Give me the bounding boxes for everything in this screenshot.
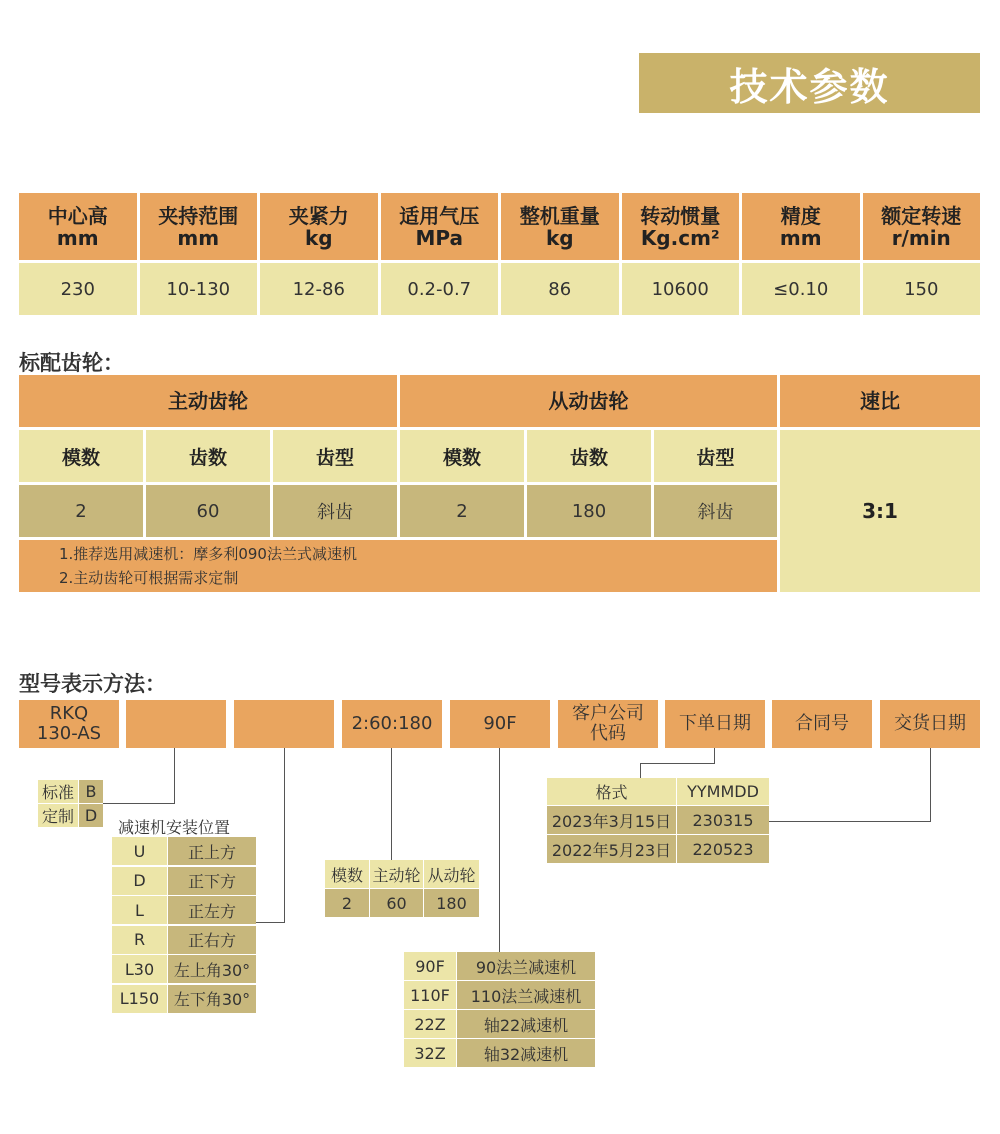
date-format-value xyxy=(677,778,769,805)
model-box xyxy=(19,700,119,748)
spec-header xyxy=(19,193,137,260)
connector-line xyxy=(769,821,931,822)
spec-header xyxy=(742,193,860,260)
spec-value xyxy=(742,263,860,315)
model-box-text: 下单日期 xyxy=(679,713,751,734)
connector-line xyxy=(391,748,392,860)
spec-value xyxy=(863,263,981,315)
spec-value xyxy=(19,263,137,315)
reducer-type-desc xyxy=(457,1039,595,1067)
date-code-text: 230315 xyxy=(692,810,754,830)
reducer-position-code-text: R xyxy=(133,930,146,949)
spec-header-text: 额定转速 xyxy=(881,203,962,228)
driven-gear-header xyxy=(400,375,777,427)
spec-value-text: 230 xyxy=(60,278,95,300)
connector-line xyxy=(103,803,175,804)
gear-value-text: 斜齿 xyxy=(697,502,734,523)
spec-header-text: 中心高 xyxy=(47,203,108,228)
reducer-position-code xyxy=(112,896,167,924)
ratio-table-value xyxy=(370,889,423,917)
connector-line xyxy=(284,748,285,923)
spec-value xyxy=(381,263,499,315)
date-example xyxy=(547,806,676,834)
reducer-position-code xyxy=(112,926,167,954)
gear-section-label: 标配齿轮： xyxy=(19,351,124,375)
gear-value xyxy=(146,485,270,537)
spec-value-text: 12-86 xyxy=(292,278,345,300)
model-box-text: 代码 xyxy=(590,723,626,744)
model-box-text: 合同号 xyxy=(795,713,849,734)
reducer-position-desc xyxy=(168,926,256,954)
spec-header-text: 夹紧力 xyxy=(288,203,349,228)
spec-header xyxy=(501,193,619,260)
gear-value xyxy=(654,485,777,537)
reducer-position-code xyxy=(112,955,167,983)
standard-label xyxy=(38,780,78,803)
reducer-position-desc xyxy=(168,896,256,924)
reducer-type-code-text: 32Z xyxy=(414,1043,446,1063)
ratio-value xyxy=(780,430,980,592)
gear-subheader xyxy=(19,430,143,482)
reducer-position-desc xyxy=(168,985,256,1013)
gear-subheader-text: 齿型 xyxy=(315,446,354,469)
gear-notes xyxy=(19,540,777,592)
ratio-table-header-text: 主动轮 xyxy=(372,865,421,885)
model-box xyxy=(126,700,226,748)
reducer-type-code-text: 110F xyxy=(410,985,450,1005)
date-example-text: 2022年5月23日 xyxy=(551,840,672,860)
gear-subheader xyxy=(273,430,397,482)
reducer-position-desc-text: 左上角30° xyxy=(173,960,251,980)
reducer-position-desc-text: 正左方 xyxy=(187,901,236,921)
model-box xyxy=(342,700,442,748)
gear-subheader xyxy=(146,430,270,482)
spec-value-text: 150 xyxy=(904,278,939,300)
reducer-type-desc-text: 110法兰减速机 xyxy=(470,986,582,1006)
reducer-type-desc-text: 轴32减速机 xyxy=(483,1044,569,1064)
gear-subheader-text: 模数 xyxy=(442,446,481,469)
reducer-position-code xyxy=(112,985,167,1013)
spec-header-text: mm xyxy=(177,225,220,250)
spec-value-text: ≤0.10 xyxy=(773,278,829,300)
model-box xyxy=(234,700,334,748)
gear-value xyxy=(273,485,397,537)
ratio-value-text: 3:1 xyxy=(862,499,898,523)
reducer-position-code-text: U xyxy=(133,841,146,861)
date-format-header-text: 格式 xyxy=(595,783,628,802)
reducer-type-code xyxy=(404,981,456,1009)
reducer-position-code-text: L30 xyxy=(124,959,155,979)
model-box xyxy=(558,700,658,748)
reducer-type-code xyxy=(404,1039,456,1067)
gear-value-text: 180 xyxy=(571,500,607,522)
standard-code xyxy=(79,780,103,803)
connector-line xyxy=(640,763,641,778)
gear-value-text: 2 xyxy=(75,500,87,522)
ratio-table-value xyxy=(424,889,479,917)
gear-subheader xyxy=(400,430,524,482)
drive-gear-header xyxy=(19,375,397,427)
gear-value-text: 60 xyxy=(196,500,220,522)
driven-gear-header-text: 从动齿轮 xyxy=(548,389,629,413)
ratio-table-header-text: 从动轮 xyxy=(427,865,476,885)
spec-header-text: MPa xyxy=(415,225,464,250)
reducer-type-desc-text: 轴22减速机 xyxy=(483,1015,569,1035)
gear-subheader xyxy=(527,430,651,482)
spec-header-text: r/min xyxy=(891,225,951,250)
model-box xyxy=(772,700,872,748)
spec-value xyxy=(140,263,258,315)
ratio-header-text: 速比 xyxy=(860,389,900,413)
ratio-table-value-text: 180 xyxy=(436,893,467,913)
spec-header-text: mm xyxy=(779,225,822,250)
standard-label xyxy=(38,804,78,827)
ratio-table-header-text: 模数 xyxy=(330,865,363,885)
reducer-type-desc xyxy=(457,1010,595,1038)
standard-code-text: B xyxy=(85,782,97,801)
gear-value xyxy=(19,485,143,537)
spec-value xyxy=(260,263,378,315)
date-format-value-text: YYMMDD xyxy=(687,782,759,801)
spec-header-text: kg xyxy=(304,225,333,250)
spec-header-text: 整机重量 xyxy=(519,203,600,228)
ratio-table-value-text: 2 xyxy=(341,893,353,913)
spec-header-text: kg xyxy=(545,225,574,250)
reducer-position-code-text: L xyxy=(135,900,144,920)
connector-line xyxy=(174,748,175,804)
date-format-header xyxy=(547,778,676,805)
reducer-position-desc-text: 左下角30° xyxy=(173,990,251,1009)
date-code-text: 220523 xyxy=(692,839,754,859)
model-box-text: 130-AS xyxy=(36,723,102,744)
spec-header-text: 转动惯量 xyxy=(640,203,721,228)
standard-code-text: D xyxy=(84,806,98,825)
gear-value-text: 2 xyxy=(456,500,468,522)
connector-line xyxy=(930,748,931,822)
date-code xyxy=(677,835,769,863)
spec-header xyxy=(381,193,499,260)
spec-value-text: 0.2-0.7 xyxy=(407,278,472,300)
ratio-table-value-text: 60 xyxy=(386,893,407,913)
reducer-type-desc xyxy=(457,952,595,980)
gear-value xyxy=(400,485,524,537)
date-code xyxy=(677,806,769,834)
model-box-text: 交货日期 xyxy=(894,713,966,734)
reducer-position-desc xyxy=(168,837,256,865)
page-title: 技术参数 xyxy=(639,53,980,113)
connector-line xyxy=(256,922,284,923)
reducer-position-desc xyxy=(168,955,256,983)
ratio-table-value xyxy=(325,889,369,917)
standard-label-text: 标准 xyxy=(41,783,74,802)
spec-header-text: Kg.cm² xyxy=(640,225,720,250)
model-box-text: 客户公司 xyxy=(572,703,644,724)
reducer-position-code xyxy=(112,867,167,895)
model-section-label: 型号表示方法： xyxy=(19,672,166,696)
gear-subheader-text: 齿型 xyxy=(696,446,735,469)
connector-line xyxy=(714,748,715,764)
spec-value-text: 10600 xyxy=(651,278,709,300)
gear-subheader-text: 齿数 xyxy=(188,446,227,469)
reducer-position-code-text: L150 xyxy=(119,989,160,1008)
reducer-type-code xyxy=(404,1010,456,1038)
reducer-type-desc-text: 90法兰减速机 xyxy=(475,957,577,977)
ratio-table-header xyxy=(370,860,423,888)
drive-gear-header-text: 主动齿轮 xyxy=(168,389,248,413)
model-box xyxy=(880,700,980,748)
spec-header-text: 适用气压 xyxy=(399,203,480,228)
standard-label-text: 定制 xyxy=(41,807,74,826)
reducer-position-desc-text: 正下方 xyxy=(187,872,236,891)
connector-line xyxy=(640,763,715,764)
reducer-position-desc xyxy=(168,867,256,895)
spec-header-text: 精度 xyxy=(780,203,821,228)
spec-value xyxy=(622,263,740,315)
model-box xyxy=(450,700,550,748)
model-box-text: 2:60:180 xyxy=(351,713,433,734)
reducer-position-title xyxy=(112,816,257,836)
gear-note: 2.主动齿轮可根据需求定制 xyxy=(59,569,239,587)
spec-value xyxy=(501,263,619,315)
reducer-type-code-text: 90F xyxy=(415,956,445,976)
date-example xyxy=(547,835,676,863)
gear-value-text: 斜齿 xyxy=(317,502,353,523)
model-box xyxy=(665,700,765,748)
model-box-text: RKQ xyxy=(49,703,89,724)
reducer-type-code-text: 22Z xyxy=(414,1014,446,1034)
reducer-type-desc xyxy=(457,981,595,1009)
spec-header xyxy=(863,193,981,260)
connector-line xyxy=(499,748,500,952)
spec-value-text: 10-130 xyxy=(166,278,231,300)
gear-value xyxy=(527,485,651,537)
spec-header xyxy=(622,193,740,260)
spec-header-text: 夹持范围 xyxy=(158,203,239,228)
ratio-table-header xyxy=(424,860,479,888)
reducer-position-code-text: D xyxy=(133,871,146,890)
reducer-position-code xyxy=(112,837,167,865)
reducer-position-desc-text: 正上方 xyxy=(187,842,236,862)
ratio-table-header xyxy=(325,860,369,888)
spec-value-text: 86 xyxy=(548,278,572,300)
gear-subheader xyxy=(654,430,777,482)
model-box-text: 90F xyxy=(483,713,517,734)
ratio-header xyxy=(780,375,980,427)
reducer-position-title-text: 减速机安装位置 xyxy=(118,817,231,837)
gear-subheader-text: 齿数 xyxy=(569,446,608,469)
gear-note: 1.推荐选用减速机：摩多利090法兰式减速机 xyxy=(59,545,357,563)
spec-header xyxy=(140,193,258,260)
gear-subheader-text: 模数 xyxy=(61,446,100,469)
reducer-type-code xyxy=(404,952,456,980)
date-example-text: 2023年3月15日 xyxy=(551,811,672,831)
reducer-position-desc-text: 正右方 xyxy=(187,931,236,950)
spec-header xyxy=(260,193,378,260)
standard-code xyxy=(79,804,103,827)
spec-header-text: mm xyxy=(56,225,99,250)
